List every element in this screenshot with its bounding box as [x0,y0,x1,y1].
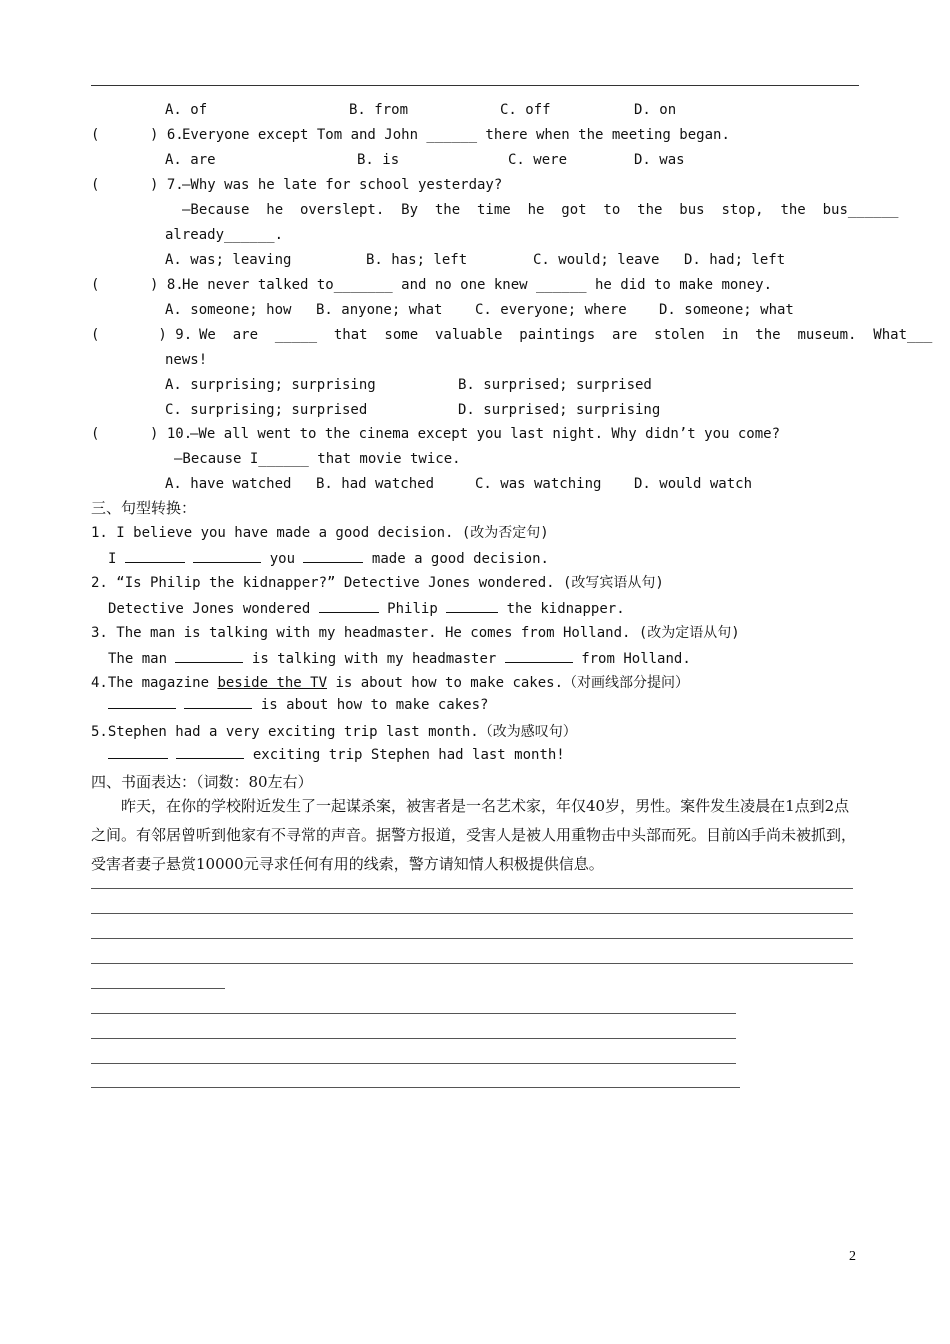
s4-answer-post: is about how to make cakes? [260,697,489,713]
s1-blank-1[interactable] [125,548,185,563]
q6-text: Everyone except Tom and John ______ there when the meeting began. [182,127,730,143]
s1-answer-pre: I [108,551,117,567]
q9-option-b: B. surprised; surprised [458,377,652,393]
q10-line2: —Because I______ that movie twice. [174,451,461,467]
s5-blank-2[interactable] [176,744,244,759]
q5-option-b: B. from [349,102,409,118]
q6-option-b: B. is [357,152,400,168]
q9-option-a: A. surprising; surprising [165,377,376,393]
q10-line1: —We all went to the cinema except you last night. Why didn’t you come? [190,426,781,442]
s5-blank-1[interactable] [108,744,168,759]
s3-answer-line [108,648,691,669]
writing-line-7[interactable] [91,1038,736,1039]
q9-line2: news! [165,352,208,368]
section4-prompt: 昨天，在你的学校附近发生了一起谋杀案，被害者是一名艺术家，年仅40岁，男性。案件发生凌晨在1点到2点之间。有邻居曾听到他家有不寻常的声音。据警方报道，受害人是被人用重物击中头部而死。目前凶手尚未被抓到，受害者妻子悬赏10000元寻求任何有用的线索，警方请知情人积极提供信息。 [91,797,857,873]
q6-number: ( ) 6. [91,127,184,143]
q8-text: He never talked to_______ and no one knew ______ he did to make money. [182,277,773,293]
q7-option-b: B. has; left [366,252,468,268]
q9-number: ( ) 9. [91,327,193,343]
writing-line-4[interactable] [91,963,853,964]
q6-option-a: A. are [165,152,216,168]
s3-blank-1[interactable] [175,648,243,663]
s5-question: 5.Stephen had a very exciting trip last month.（改为感叹句） [91,724,577,740]
q7-line2: —Because he overslept. By the time he got to the bus stop, the bus______ [182,202,899,218]
q7-line1: —Why was he late for school yesterday? [182,177,503,193]
writing-line-6[interactable] [91,1013,736,1014]
writing-line-9[interactable] [91,1087,740,1088]
q10-number: ( ) 10. [91,426,193,442]
writing-line-8[interactable] [91,1063,736,1064]
s1-blank-3[interactable] [303,548,363,563]
s1-blank-2[interactable] [193,548,261,563]
s2-answer-mid: Philip [387,601,438,617]
s4-question-pre: 4.The magazine [91,675,218,691]
q7-option-d: D. had; left [684,252,786,268]
q10-option-a: A. have watched [165,476,292,492]
s3-answer-mid: is talking with my headmaster [251,651,497,667]
s1-answer-line [108,548,549,569]
q8-number: ( ) 8. [91,277,184,293]
s2-answer-pre: Detective Jones wondered [108,601,311,617]
q7-number: ( ) 7. [91,177,184,193]
q5-option-a: A. of [165,102,208,118]
s4-question-post: is about how to make cakes.（对画线部分提问） [327,675,690,691]
writing-line-2[interactable] [91,913,853,914]
s4-blank-1[interactable] [108,694,176,709]
q8-option-b: B. anyone; what [316,302,443,318]
section4-heading: 四、书面表达：（词数：80左右） [91,773,313,791]
s2-question: 2. “Is Philip the kidnapper?” Detective Jones wondered. (改写宾语从句) [91,575,664,591]
q5-option-c: C. off [500,102,551,118]
q7-option-a: A. was; leaving [165,252,292,268]
q8-option-c: C. everyone; where [475,302,627,318]
s5-answer-post: exciting trip Stephen had last month! [252,747,565,763]
s4-blank-2[interactable] [184,694,252,709]
q10-option-c: C. was watching [475,476,602,492]
page-number: 2 [849,1249,856,1264]
s2-answer-line [108,598,625,619]
s4-question [91,673,689,693]
s4-answer-line [108,694,488,715]
section3-heading: 三、句型转换： [91,499,197,517]
s2-blank-2[interactable] [446,598,498,613]
q5-option-d: D. on [634,102,677,118]
q9-option-c: C. surprising; surprised [165,402,368,418]
s1-answer-post: made a good decision. [371,551,549,567]
q8-option-a: A. someone; how [165,302,292,318]
s3-blank-2[interactable] [505,648,573,663]
s2-blank-1[interactable] [319,598,379,613]
s5-answer-line [108,744,565,765]
s1-answer-mid: you [269,551,296,567]
header-rule [91,85,859,86]
s1-question: 1. I believe you have made a good decision. (改为否定句) [91,525,549,541]
writing-line-3[interactable] [91,938,853,939]
s3-answer-post: from Holland. [581,651,691,667]
s4-underlined-part: beside the TV [217,675,328,691]
q7-line3: already______. [165,227,284,243]
q9-line1: We are _____ that some valuable paintings are stolen in the museum. What___ [199,327,933,343]
writing-line-5[interactable] [91,988,225,989]
s2-answer-post: the kidnapper. [506,601,625,617]
q10-option-b: B. had watched [316,476,435,492]
q6-option-d: D. was [634,152,685,168]
s3-answer-pre: The man [108,651,168,667]
q6-option-c: C. were [508,152,568,168]
s3-question: 3. The man is talking with my headmaster. He comes from Holland. (改为定语从句) [91,625,740,641]
q7-option-c: C. would; leave [533,252,660,268]
q10-option-d: D. would watch [634,476,753,492]
q9-option-d: D. surprised; surprising [458,402,661,418]
q8-option-d: D. someone; what [659,302,794,318]
writing-line-1[interactable] [91,888,853,889]
